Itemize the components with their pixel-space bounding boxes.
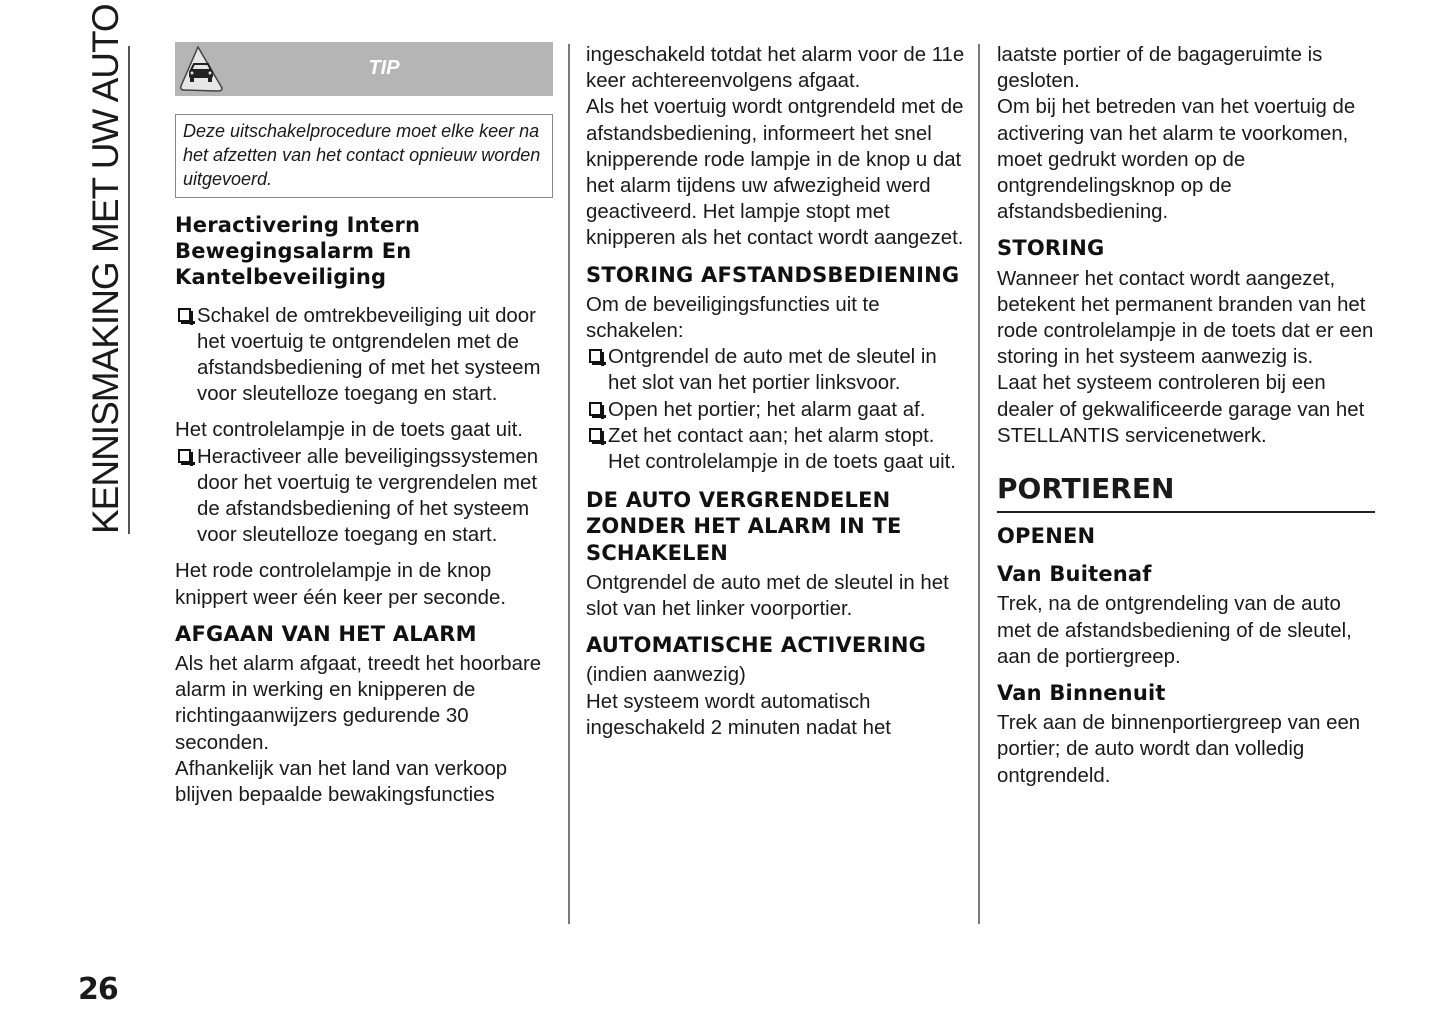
paragraph: Ontgrendel de auto met de sleutel in het slot van het linker voorportier. <box>586 571 949 621</box>
column-divider <box>568 44 570 924</box>
paragraph: (indien aanwezig) <box>586 664 746 687</box>
checkbox-bullet-icon <box>178 449 191 463</box>
column-divider <box>978 44 980 924</box>
bullet-item: Schakel de omtrekbeveiliging uit door het voertuig te ontgrendelen met de afstandsbediening of met het systeem voor sleutelloze toegang en start. <box>175 303 553 408</box>
paragraph: Afhankelijk van het land van verkoop blijven bepaalde bewakingsfuncties <box>175 757 508 807</box>
tip-text: Deze uitschakelprocedure moet elke keer na het afzetten van het contact opnieuw worden uitgevoerd. <box>175 114 553 198</box>
tip-header <box>175 42 553 96</box>
section-heading: Heractivering Intern Bewegingsalarm En Kantelbeveiliging <box>175 213 421 290</box>
side-running-title <box>84 4 128 534</box>
paragraph: Het systeem wordt automatisch ingeschakeld 2 minuten nadat het <box>586 690 891 739</box>
bullet-item: Zet het contact aan; het alarm stopt. Het controlelampje in de toets gaat uit. <box>586 423 966 475</box>
paragraph: Trek, na de ontgrendeling van de auto met de afstandsbediening of de sleutel, aan de portiergreep. <box>997 593 1352 668</box>
column-2 <box>586 42 966 741</box>
section-heading: OPENEN <box>997 524 1096 549</box>
subsection-heading: Van Binnenuit <box>997 681 1166 706</box>
section-heading: DE AUTO VERGRENDELEN ZONDER HET ALARM IN TE SCHAKELEN <box>586 488 902 565</box>
section-heading: AUTOMATISCHE ACTIVERING <box>586 633 927 658</box>
section-heading: AFGAAN VAN HET ALARM <box>175 621 477 646</box>
paragraph: Trek aan de binnenportiergreep van een portier; de auto wordt dan volledig ontgrendeld. <box>997 712 1361 787</box>
column-1 <box>175 42 553 808</box>
paragraph: Als het alarm afgaat, treedt het hoorbare alarm in werking en knipperen de richtingaanwijzers gedurende 30 seconden. <box>175 653 542 754</box>
subsection-heading: Van Buitenaf <box>997 562 1152 587</box>
paragraph: Het rode controlelampje in de knop knippert weer één keer per seconde. <box>175 560 506 609</box>
section-heading: STORING <box>997 236 1105 261</box>
side-title-rule <box>128 46 130 534</box>
bullet-item: Ontgrendel de auto met de sleutel in het slot van het portier linksvoor. <box>586 344 966 396</box>
paragraph: Laat het systeem controleren bij een dealer of gekwalificeerde garage van het STELLANTIS servicenetwerk. <box>997 372 1365 447</box>
paragraph: ingeschakeld totdat het alarm voor de 11e keer achtereenvolgens afgaat. <box>586 44 965 93</box>
column-3 <box>997 42 1375 789</box>
paragraph: Het controlelampje in de toets gaat uit. <box>175 419 523 442</box>
paragraph: laatste portier of de bagageruimte is gesloten. <box>997 44 1323 93</box>
paragraph: Wanneer het contact wordt aangezet, betekent het permanent branden van het rode controlelampje in de toets dat er een storing in het systeem aanwezig is. <box>997 267 1374 369</box>
checkbox-bullet-icon <box>589 402 602 416</box>
checkbox-bullet-icon <box>589 349 602 363</box>
paragraph: Als het voertuig wordt ontgrendeld met de afstandsbediening, informeert het snel knipperende rode lampje in de knop u dat het alarm tijdens uw afwezigheid werd geactiveerd. Het lampje stopt met knipperen als het contact wordt aangezet. <box>586 96 964 250</box>
checkbox-bullet-icon <box>178 308 191 322</box>
checkbox-bullet-icon <box>589 428 602 442</box>
paragraph: Om de beveiligingsfuncties uit te schakelen: <box>586 293 880 343</box>
bullet-item: Open het portier; het alarm gaat af. <box>586 397 966 423</box>
side-title-text: KENNISMAKING MET UW AUTO <box>85 4 126 534</box>
page-number: 26 <box>78 972 118 1007</box>
section-heading: STORING AFSTANDSBEDIENING <box>586 262 960 287</box>
bullet-item: Heractiveer alle beveiligingssystemen door het voertuig te vergrendelen met de afstandsbediening of het systeem voor sleutelloze toegang en start. <box>175 444 553 549</box>
chapter-heading: PORTIEREN <box>997 471 1375 513</box>
paragraph: Om bij het betreden van het voertuig de activering van het alarm te voorkomen, moet gedrukt worden op de ontgrendelingsknop op de afstandsbediening. <box>997 96 1356 224</box>
tip-label: TIP <box>368 57 400 79</box>
